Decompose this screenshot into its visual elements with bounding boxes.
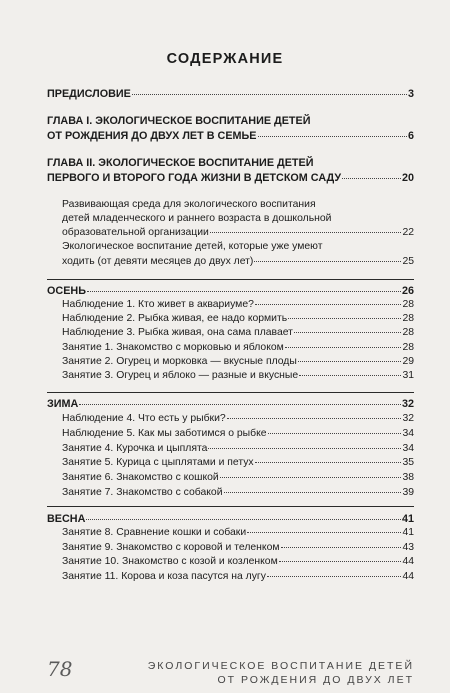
dot-leader	[87, 291, 401, 292]
toc-section-spring[interactable]	[47, 513, 414, 525]
toc-entry[interactable]	[62, 542, 414, 554]
toc-entry[interactable]	[62, 428, 414, 440]
toc-entry[interactable]	[62, 443, 414, 455]
toc-page-number: 28	[402, 299, 414, 310]
toc-entry-title: Занятие 7. Знакомство с собакой	[62, 487, 223, 498]
subsection-1-line2[interactable]: детей младенческого и раннего возраста в дошкольной	[62, 213, 332, 224]
toc-entry-title: ПЕРВОГО И ВТОРОГО ГОДА ЖИЗНИ В ДЕТСКОМ САДУ	[47, 172, 342, 184]
toc-entry-title: Занятие 11. Корова и коза пасутся на лугу	[62, 571, 266, 583]
toc-page-number: 28	[402, 341, 414, 353]
dot-leader	[279, 561, 402, 562]
toc-page-number: 39	[402, 487, 414, 498]
toc-entry[interactable]	[62, 299, 414, 311]
toc-entry-title: Наблюдение 1. Кто живет в аквариуме?	[62, 299, 254, 310]
toc-entry[interactable]	[62, 413, 414, 425]
toc-entry-title: Наблюдение 5. Как мы заботимся о рыбке	[62, 427, 267, 439]
toc-page-number: 6	[407, 130, 414, 142]
dot-leader	[227, 418, 402, 419]
toc-entry-title: Занятие 10. Знакомство с козой и козленком	[62, 556, 278, 568]
toc-entry-subsection-1[interactable]	[62, 227, 414, 239]
toc-entry-title: Занятие 1. Знакомство с морковью и яблоком	[62, 341, 284, 353]
toc-entry-title: Занятие 2. Огурец и морковка — вкусные плоды	[62, 355, 297, 367]
toc-entry[interactable]	[62, 556, 414, 568]
dot-leader	[220, 477, 402, 478]
toc-entry[interactable]	[62, 356, 414, 368]
toc-entry-title: ОТ РОЖДЕНИЯ ДО ДВУХ ЛЕТ В СЕМЬЕ	[47, 130, 257, 142]
section-heading: ВЕСНА	[47, 513, 86, 525]
toc-entry-title: ПРЕДИСЛОВИЕ	[47, 88, 131, 100]
toc-entry-title: Занятие 6. Знакомство с кошкой	[62, 472, 219, 484]
toc-entry-title: ходить (от девяти месяцев до двух лет)	[62, 256, 254, 267]
dot-leader	[208, 448, 401, 449]
toc-page-number: 29	[402, 355, 414, 367]
toc-page-number: 32	[401, 398, 414, 410]
dot-leader	[255, 462, 402, 463]
dot-leader	[210, 232, 402, 233]
dot-leader	[288, 318, 401, 319]
section-divider	[47, 279, 414, 280]
toc-page-number: 32	[402, 413, 414, 424]
toc-page-number: 28	[402, 327, 414, 339]
toc-entry[interactable]	[62, 327, 414, 339]
toc-entry[interactable]	[62, 472, 414, 484]
toc-entry-title: Наблюдение 4. Что есть у рыбки?	[62, 413, 226, 424]
toc-entry-title: Занятие 4. Курочка и цыплята	[62, 442, 208, 454]
toc-page-number: 3	[407, 88, 414, 100]
toc-entry-chapter-2[interactable]	[47, 172, 414, 184]
dot-leader	[299, 375, 401, 376]
chapter-1-title-line1[interactable]: ГЛАВА I. ЭКОЛОГИЧЕСКОЕ ВОСПИТАНИЕ ДЕТЕЙ	[47, 115, 311, 127]
toc-page-number: 41	[402, 527, 414, 538]
dot-leader	[132, 94, 407, 95]
section-heading: ОСЕНЬ	[47, 285, 86, 297]
dot-leader	[281, 547, 402, 548]
toc-entry[interactable]	[62, 487, 414, 499]
dot-leader	[258, 136, 407, 137]
toc-entry-title: Занятие 9. Знакомство с коровой и теленком	[62, 541, 280, 553]
subsection-2-line1[interactable]: Экологическое воспитание детей, которые уже умеют	[62, 241, 323, 252]
toc-page-number: 34	[402, 427, 414, 439]
section-divider	[47, 506, 414, 507]
toc-entry[interactable]	[62, 342, 414, 354]
dot-leader	[294, 332, 402, 333]
toc-page-number: 38	[402, 472, 414, 484]
toc-page-number: 44	[402, 556, 414, 568]
toc-entry-title: Занятие 8. Сравнение кошки и собаки	[62, 527, 247, 538]
toc-page-number: 31	[402, 370, 414, 381]
toc-entry-title: Занятие 3. Огурец и яблоко — разные и вкусные	[62, 370, 299, 381]
toc-entry[interactable]	[62, 571, 414, 583]
toc-entry-title: Занятие 5. Курица с цыплятами и петух	[62, 457, 254, 469]
dot-leader	[254, 261, 401, 262]
toc-entry[interactable]	[62, 370, 414, 382]
toc-entry[interactable]	[62, 313, 414, 325]
toc-section-autumn[interactable]	[47, 285, 414, 297]
chapter-2-title-line1[interactable]: ГЛАВА II. ЭКОЛОГИЧЕСКОЕ ВОСПИТАНИЕ ДЕТЕЙ	[47, 157, 314, 169]
dot-leader	[342, 178, 401, 179]
toc-page-number: 22	[402, 227, 414, 238]
toc-page-number: 34	[402, 442, 414, 454]
toc-page-number: 41	[401, 513, 414, 525]
dot-leader	[255, 304, 402, 305]
dot-leader	[86, 519, 401, 520]
toc-page-number: 20	[401, 172, 414, 184]
dot-leader	[298, 361, 402, 362]
page-footer	[0, 656, 450, 693]
dot-leader	[285, 347, 402, 348]
footer-running-title-line1: ЭКОЛОГИЧЕСКОЕ ВОСПИТАНИЕ ДЕТЕЙ	[147, 660, 414, 672]
toc-page-number: 26	[401, 285, 414, 297]
footer-page-number: 78	[47, 657, 73, 681]
toc-entry-subsection-2[interactable]	[62, 256, 414, 268]
dot-leader	[247, 532, 401, 533]
toc-entry-preface[interactable]	[47, 88, 414, 100]
toc-entry-title: Наблюдение 3. Рыбка живая, она сама плавает	[62, 327, 293, 339]
footer-running-title-line2: ОТ РОЖДЕНИЯ ДО ДВУХ ЛЕТ	[217, 674, 414, 686]
dot-leader	[224, 492, 402, 493]
subsection-1-line1[interactable]: Развивающая среда для экологического воспитания	[62, 199, 316, 210]
dot-leader	[79, 404, 401, 405]
dot-leader	[267, 576, 402, 577]
toc-page-number: 44	[402, 571, 414, 583]
toc-entry[interactable]	[62, 527, 414, 539]
dot-leader	[268, 433, 402, 434]
toc-entry-title: Наблюдение 2. Рыбка живая, ее надо кормить	[62, 313, 288, 325]
toc-page-number: 43	[402, 541, 414, 553]
toc-entry-chapter-1[interactable]	[47, 130, 414, 142]
toc-section-winter[interactable]	[47, 398, 414, 410]
section-divider	[47, 392, 414, 393]
section-heading: ЗИМА	[47, 398, 79, 410]
toc-entry-title: образовательной организации	[62, 227, 209, 238]
page-title: СОДЕРЖАНИЕ	[166, 51, 284, 67]
toc-page-number: 28	[402, 313, 414, 325]
toc-page-number: 35	[402, 457, 414, 469]
toc-entry[interactable]	[62, 457, 414, 469]
toc-page-number: 25	[402, 256, 414, 267]
